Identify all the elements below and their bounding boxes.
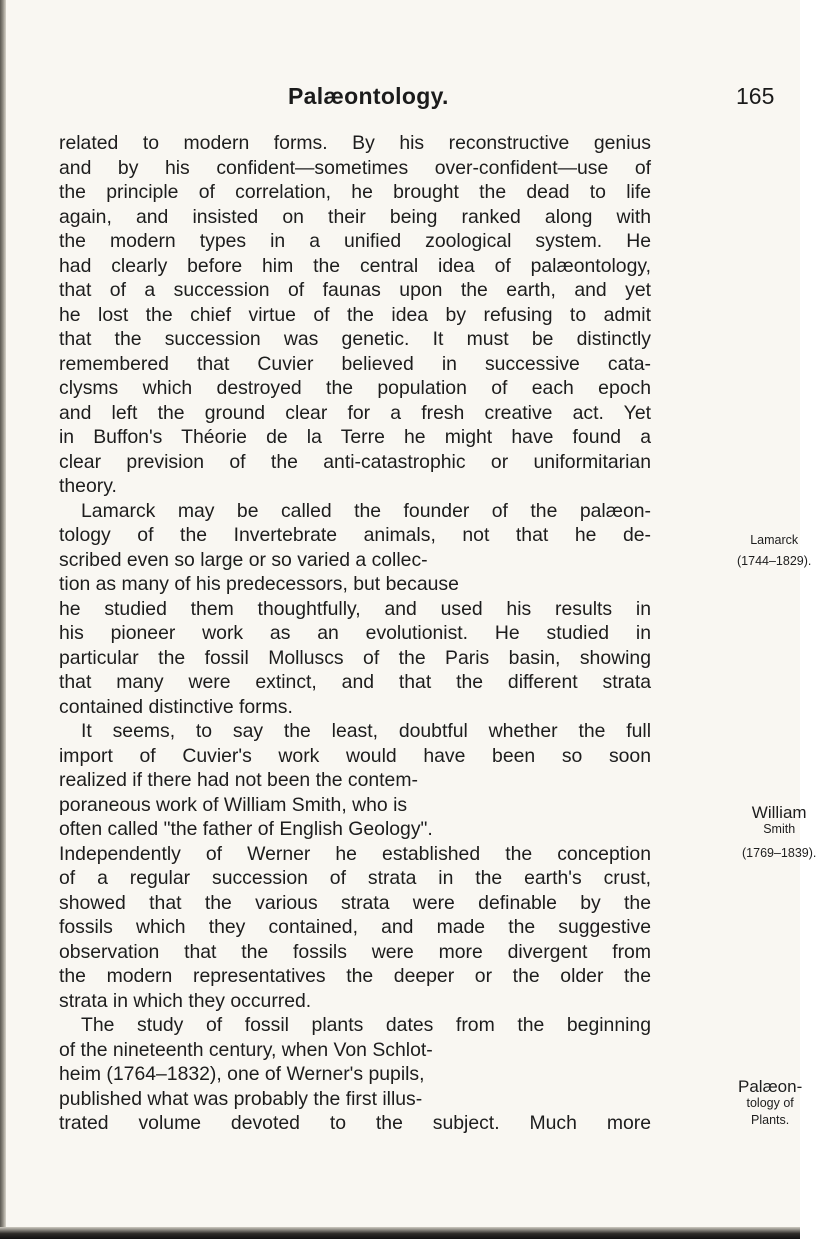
- text-line: that the succession was genetic. It must be distinctly: [59, 328, 651, 350]
- text-line: and left the ground clear for a fresh creative act. Yet: [59, 401, 651, 424]
- text-line: clysms which destroyed the population of each epoch: [59, 377, 651, 399]
- text-line: showed that the various strata were definable by the: [59, 891, 651, 914]
- text-line: he studied them thoughtfully, and used his results in: [59, 597, 651, 620]
- margin-note-palaeontology-of-plants: [738, 1078, 802, 1127]
- text-line: It seems, to say the least, doubtful whether the full: [81, 720, 651, 742]
- text-line: remembered that Cuvier believed in successive cata-: [59, 352, 651, 375]
- text-line: scribed even so large or so varied a collec-: [59, 548, 428, 571]
- text-line: that of a succession of faunas upon the earth, and yet: [59, 279, 651, 301]
- text-line: fossils which they contained, and made the suggestive: [59, 916, 651, 938]
- text-line: tology of the Invertebrate animals, not that he de-: [59, 524, 651, 546]
- margin-note-line: Plants.: [751, 1113, 790, 1127]
- text-line: particular the fossil Molluscs of the Paris basin, showing: [59, 646, 651, 669]
- margin-note-line: Smith: [763, 822, 796, 836]
- text-line: import of Cuvier's work would have been so soon: [59, 744, 651, 767]
- text-line: he lost the chief virtue of the idea by refusing to admit: [59, 303, 651, 326]
- running-title: Palæontology.: [288, 83, 449, 109]
- text-line: trated volume devoted to the subject. Much more: [59, 1112, 651, 1134]
- margin-note-line: Palæon-: [738, 1077, 803, 1096]
- text-line: observation that the fossils were more divergent from: [59, 940, 651, 963]
- text-line: of the nineteenth century, when Von Schlot-: [59, 1038, 433, 1061]
- text-line: strata in which they occurred.: [59, 989, 312, 1012]
- text-line: The study of fossil plants dates from the beginning: [81, 1014, 651, 1036]
- page-bottom-edge: [0, 1227, 800, 1239]
- text-line: clear prevision of the anti-catastrophic or uniformitarian: [59, 450, 651, 473]
- text-line: of a regular succession of strata in the earth's crust,: [59, 867, 651, 889]
- text-line: in Buffon's Théorie de la Terre he might have found a: [59, 426, 651, 448]
- text-line: tion as many of his predecessors, but because: [59, 573, 459, 595]
- page-number: 165: [736, 83, 775, 109]
- text-line: again, and insisted on their being ranked along with: [59, 205, 651, 228]
- text-line: Lamarck may be called the founder of the palæon-: [81, 499, 651, 522]
- margin-note-line: tology of: [746, 1096, 794, 1110]
- text-line: theory.: [59, 475, 117, 497]
- text-line: heim (1764–1832), one of Werner's pupils,: [59, 1063, 425, 1085]
- text-line: contained distinctive forms.: [59, 695, 293, 718]
- page-left-edge: [0, 0, 6, 1239]
- margin-note-line: William: [751, 803, 807, 822]
- text-line: had clearly before him the central idea of palæontology,: [59, 254, 651, 277]
- margin-note-line: (1744–1829).: [737, 554, 812, 568]
- margin-note-line: Lamarck: [750, 533, 799, 547]
- margin-note-william-smith: [742, 804, 816, 860]
- margin-note-lamarck: [737, 533, 811, 568]
- text-line: his pioneer work as an evolutionist. He studied in: [59, 622, 651, 644]
- body-text: [59, 131, 651, 1136]
- text-line: published what was probably the first illus-: [59, 1087, 423, 1110]
- text-line: that many were extinct, and that the different strata: [59, 671, 651, 693]
- page-header: [0, 83, 800, 123]
- text-line: the modern representatives the deeper or the older the: [59, 965, 651, 987]
- text-line: realized if there had not been the contem-: [59, 769, 418, 791]
- text-line: poraneous work of William Smith, who is: [59, 793, 408, 816]
- text-line: related to modern forms. By his reconstructive genius: [59, 132, 651, 154]
- text-line: Independently of Werner he established the conception: [59, 842, 651, 865]
- text-line: often called "the father of English Geology".: [59, 818, 433, 840]
- margin-note-line: (1769–1839).: [742, 846, 816, 860]
- text-line: and by his confident—sometimes over-confident—use of: [59, 156, 651, 179]
- text-line: the principle of correlation, he brought the dead to life: [59, 181, 651, 203]
- text-line: the modern types in a unified zoological system. He: [59, 230, 651, 252]
